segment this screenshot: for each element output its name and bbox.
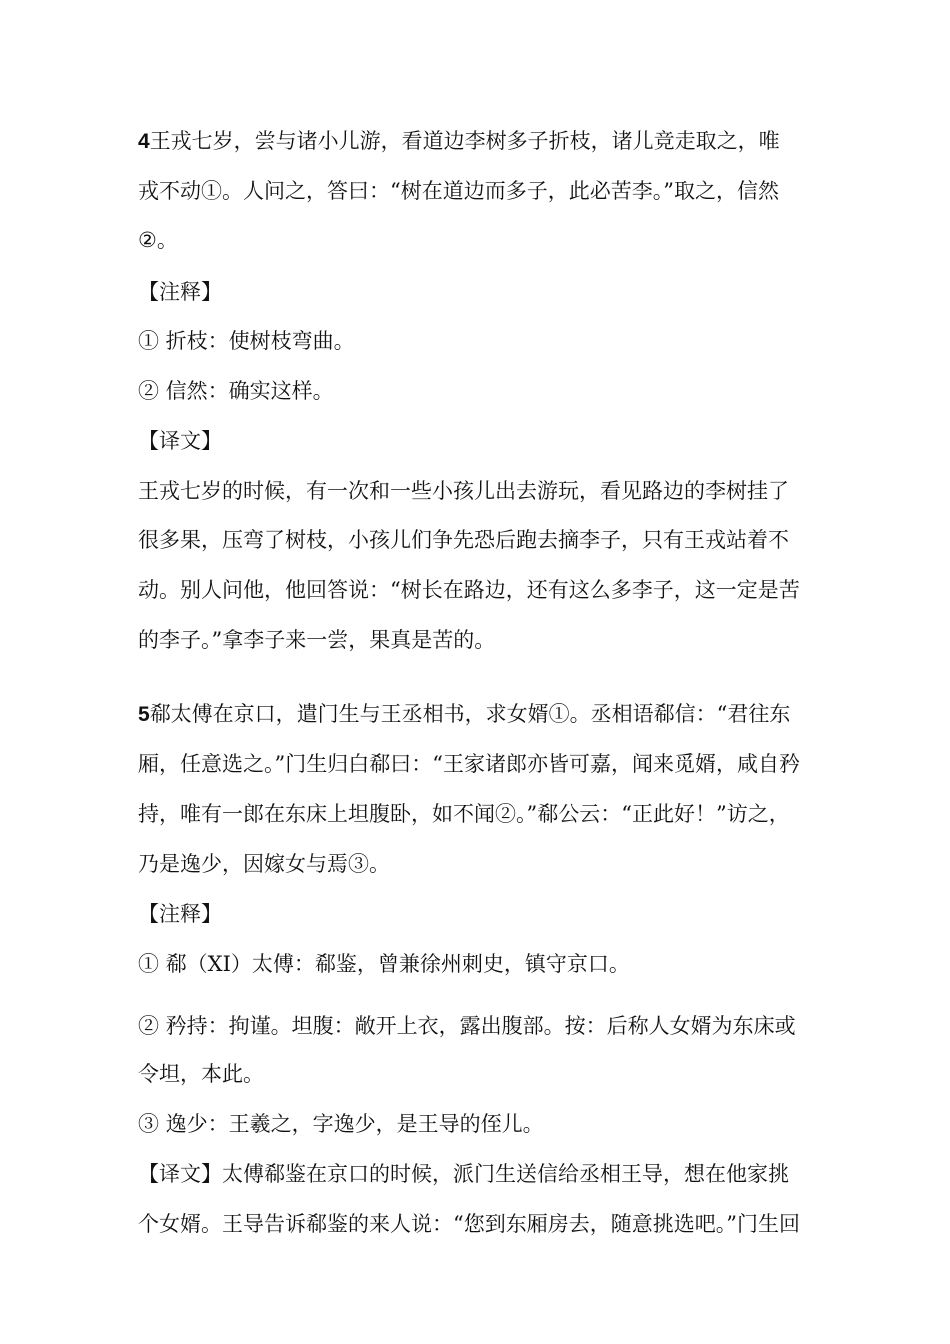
section4-text-line-2: 戎不动①。人问之，答曰：“树在道边而多子，此必苦李。”取之，信然 bbox=[138, 179, 779, 203]
section4-text-line-1: 4王戎七岁，尝与诸小儿游，看道边李树多子折枝，诸儿竞走取之，唯 bbox=[138, 129, 780, 153]
section5-translation-line-2: 个女婿。王导告诉郗鉴的来人说：“您到东厢房去，随意挑选吧。”门生回 bbox=[138, 1212, 800, 1236]
section4-text-line-3: ②。 bbox=[138, 228, 178, 252]
section4-translation-line-4: 的李子。”拿李子来一尝，果真是苦的。 bbox=[138, 628, 496, 652]
section5-note-2-continued: 令坦，本此。 bbox=[138, 1062, 264, 1086]
section5-text-line-4: 乃是逸少，因嫁女与焉③。 bbox=[138, 852, 390, 876]
section4-note-1: ① 折枝：使树枝弯曲。 bbox=[138, 329, 355, 353]
section5-note-2: ② 矜持：拘谨。坦腹：敞开上衣，露出腹部。按：后称人女婿为东床或 bbox=[138, 1014, 796, 1038]
section4-translation-heading: 【译文】 bbox=[138, 429, 222, 453]
section4-translation-line-2: 很多果，压弯了树枝，小孩儿们争先恐后跑去摘李子，只有王戎站着不 bbox=[138, 528, 789, 552]
section5-translation-line-1: 【译文】太傅郗鉴在京口的时候，派门生送信给丞相王导，想在他家挑 bbox=[138, 1162, 789, 1186]
section5-text-line-1: 5郗太傅在京口，遣门生与王丞相书，求女婿①。丞相语郗信：“君往东 bbox=[138, 702, 791, 726]
section5-translation-heading: 【译文】 bbox=[138, 1162, 222, 1186]
section5-text-line-3: 持，唯有一郎在东床上坦腹卧，如不闻②。”郗公云：“正此好！”访之， bbox=[138, 802, 790, 826]
section5-note-1: ① 郗（XI）太傅：郗鉴，曾兼徐州刺史，镇守京口。 bbox=[138, 952, 630, 976]
section4-note-2: ② 信然：确实这样。 bbox=[138, 379, 334, 403]
section4-translation-line-1: 王戎七岁的时候，有一次和一些小孩儿出去游玩，看见路边的李树挂了 bbox=[138, 479, 789, 503]
section5-number: 5 bbox=[138, 703, 150, 726]
section5-note-3: ③ 逸少：王羲之，字逸少，是王导的侄儿。 bbox=[138, 1112, 544, 1136]
section5-text-line-2: 厢，任意选之。”门生归白郗曰：“王家诸郎亦皆可嘉，闻来觅婿，咸自矜 bbox=[138, 752, 800, 776]
section5-notes-heading: 【注释】 bbox=[138, 902, 222, 926]
section4-number: 4 bbox=[138, 130, 150, 153]
section4-translation-line-3: 动。别人问他，他回答说：“树长在路边，还有这么多李子，这一定是苦 bbox=[138, 578, 800, 602]
section4-notes-heading: 【注释】 bbox=[138, 280, 222, 304]
